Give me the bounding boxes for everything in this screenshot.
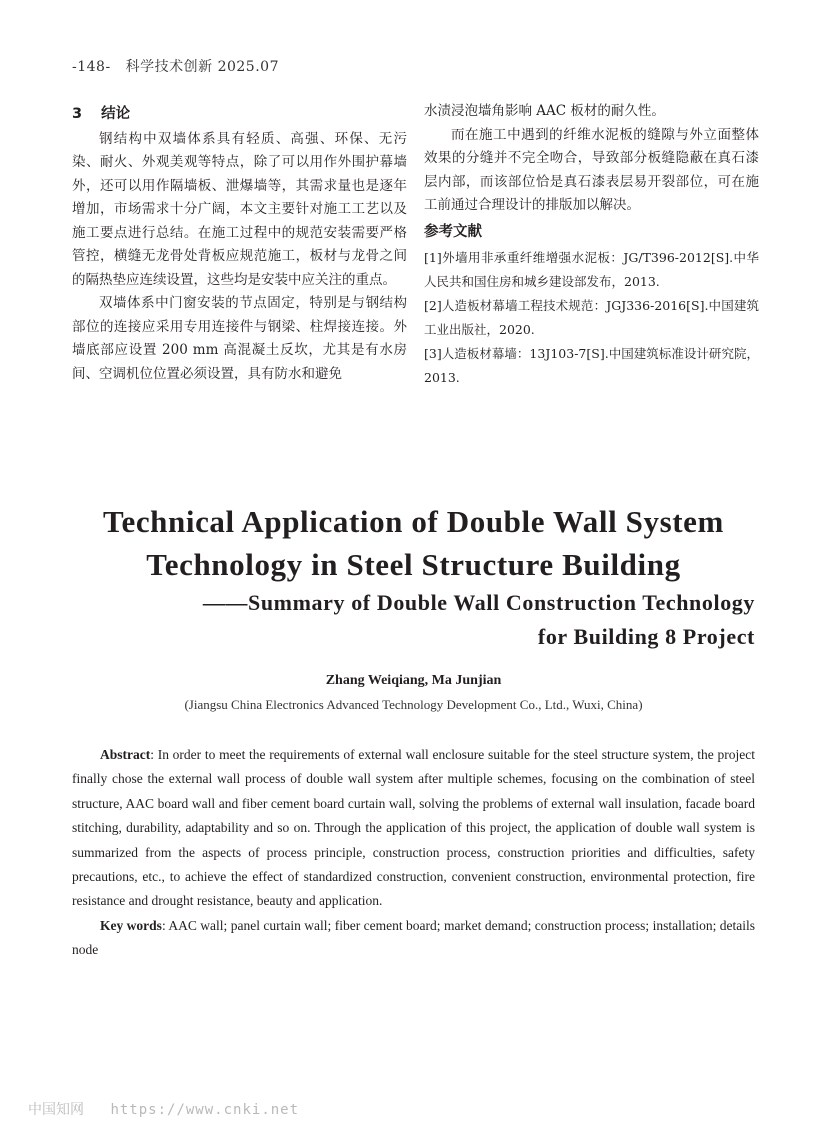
abstract-paragraph [72, 743, 755, 914]
english-title-line: Technology in Steel Structure Building [146, 547, 681, 582]
keywords-paragraph [72, 914, 755, 963]
journal-name: 科学技术创新 2025.07 [125, 59, 279, 75]
paragraph-continuation: 水渍浸泡墙角影响 AAC 板材的耐久性。 [424, 103, 665, 119]
reference-item: [3]人造板材幕墙：13J103-7[S].中国建筑标准设计研究院，2013. [424, 346, 759, 385]
authors: Zhang Weiqiang, Ma Junjian [325, 673, 502, 688]
watermark-site: 中国知网 [28, 1102, 84, 1118]
left-column [72, 100, 407, 386]
references-heading: 参考文献 [424, 223, 482, 240]
abstract-text: : In order to meet the requirements of external wall enclosure suitable for the steel structure system, the project finally chose the external wall process of double wall system after multiple schemes, focusing on the combination of steel structure, AAC board wall and fiber cement board curtain wall, solving the problems of external wall insulation, facade board stitching, durability, adaptability and so on. Through the application of this project, the application of double wall system is summarized from the aspects of process principle, construction process, construction priorities and difficulties, safety precautions, etc., to achieve the effect of standardized construction, convenient construction, environmental protection, fire resistance and drought resistance, beauty and application. [72, 747, 755, 909]
keywords-label: Key words [100, 917, 162, 933]
keywords-text: : AAC wall; panel curtain wall; fiber cement board; market demand; construction process; installation; details node [72, 917, 755, 958]
abstract-label: Abstract [100, 747, 151, 762]
english-title-line: Technical Application of Double Wall System [103, 504, 724, 539]
conclusion-paragraph-1: 钢结构中双墙体系具有轻质、高强、环保、无污染、耐火、外观美观等特点，除了可以用作外围护幕墙外，还可以用作隔墙板、泄爆墙等，其需求量也是逐年增加，市场需求十分广阔，本文主要针对施工工艺以及施工要点进行总结。在施工过程中的规范安装需要严格管控，横缝无龙骨处背板应规范施工，板材与龙骨之间的隔热垫应连续设置，这些均是安装中应关注的重点。 [72, 130, 407, 288]
section-title: 结论 [101, 106, 131, 122]
english-subtitle-line: ——Summary of Double Wall Construction Technology [202, 590, 755, 615]
abstract-block [72, 743, 755, 963]
reference-item: [2]人造板材幕墙工程技术规范：JGJ336-2016[S].中国建筑工业出版社，2020. [424, 298, 759, 337]
reference-item: [1]外墙用非承重纤维增强水泥板：JG/T396-2012[S].中华人民共和国住房和城乡建设部发布，2013. [424, 250, 759, 289]
right-column [424, 100, 759, 390]
conclusion-paragraph-2: 双墙体系中门窗安装的节点固定，特别是与钢结构部位的连接应采用专用连接件与钢梁、柱焊接连接。外墙底部应设置 200 mm 高混凝土反坎，尤其是有水房间、空调机位位置必须设置，具有防水和避免 [72, 295, 407, 382]
affiliation: (Jiangsu China Electronics Advanced Technology Development Co., Ltd., Wuxi, China) [184, 697, 643, 712]
running-header [72, 56, 279, 76]
watermark-footer [28, 1099, 299, 1119]
conclusion-paragraph-3: 而在施工中遇到的纤维水泥板的缝隙与外立面整体效果的分缝并不完全吻合，导致部分板缝隐蔽在真石漆层内部，而该部位恰是真石漆表层易开裂部位，可在施工前通过合理设计的排版加以解决。 [424, 126, 759, 213]
page-number: -148- [72, 59, 111, 75]
english-subtitle [203, 586, 755, 654]
watermark-url: https://www.cnki.net [110, 1102, 300, 1118]
english-title [50, 500, 777, 586]
section-number: 3 [72, 106, 83, 122]
section-heading [72, 103, 407, 127]
english-subtitle-line: for Building 8 Project [537, 624, 755, 649]
